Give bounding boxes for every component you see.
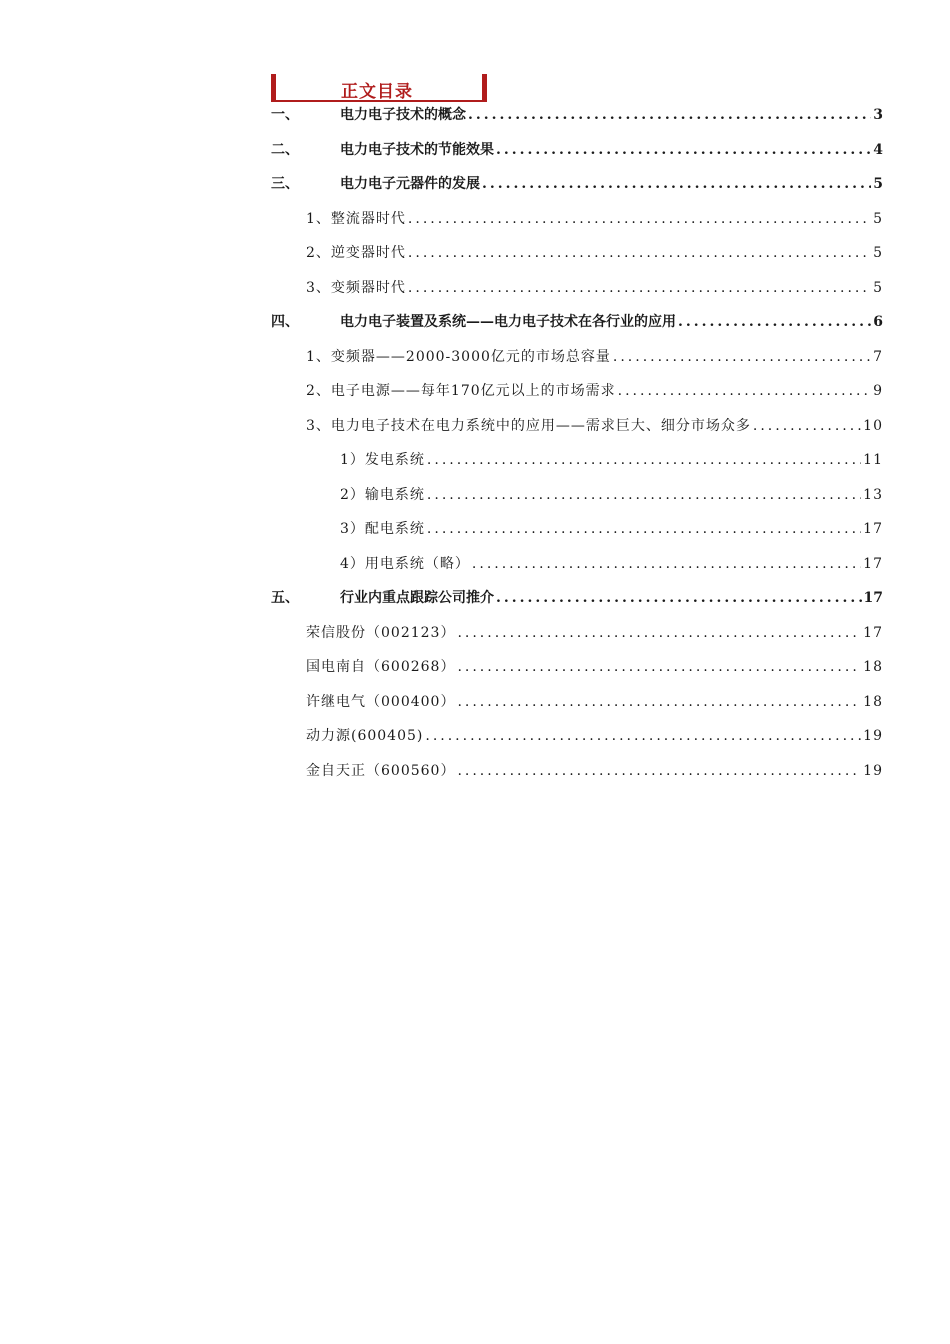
toc-entry-text: 许继电气（000400） bbox=[306, 693, 456, 710]
toc-heading bbox=[271, 74, 487, 102]
dot-leader bbox=[427, 518, 861, 540]
toc-entry[interactable] bbox=[271, 311, 883, 346]
toc-entry-number: 三、 bbox=[271, 176, 299, 192]
toc-entry-text: 1、变频器——2000-3000亿元的市场总容量 bbox=[306, 348, 611, 365]
dot-leader bbox=[678, 311, 871, 333]
dot-leader bbox=[408, 277, 871, 299]
dot-leader bbox=[468, 104, 871, 126]
toc-entry-page: 17 bbox=[863, 624, 883, 641]
toc-entry-text: 1）发电系统 bbox=[340, 452, 425, 468]
toc-entry[interactable] bbox=[271, 346, 883, 381]
toc-entry[interactable] bbox=[271, 553, 883, 588]
toc-entry-number: 二、 bbox=[271, 141, 299, 158]
toc-entry[interactable] bbox=[271, 518, 883, 553]
toc-entry[interactable] bbox=[271, 449, 883, 484]
toc-entry-text: 2）输电系统 bbox=[340, 486, 425, 503]
toc-entry[interactable] bbox=[271, 622, 883, 657]
table-of-contents bbox=[271, 104, 883, 794]
dot-leader bbox=[457, 760, 861, 782]
toc-entry-text: 电力电子元器件的发展 bbox=[340, 176, 480, 192]
toc-entry-page: 5 bbox=[873, 210, 883, 227]
toc-entry-page: 17 bbox=[863, 590, 883, 606]
heading-left-bar bbox=[271, 74, 276, 102]
toc-entry-text: 金自天正（600560） bbox=[306, 762, 456, 779]
toc-entry-text: 动力源(600405) bbox=[306, 728, 424, 744]
toc-entry-page: 5 bbox=[873, 279, 883, 296]
toc-entry[interactable] bbox=[271, 656, 883, 691]
toc-entry-page: 5 bbox=[873, 176, 883, 192]
toc-entry-page: 18 bbox=[863, 659, 883, 675]
toc-entry[interactable] bbox=[271, 691, 883, 726]
dot-leader bbox=[618, 380, 871, 402]
toc-entry-page: 19 bbox=[863, 728, 883, 744]
toc-entry-text: 3、变频器时代 bbox=[306, 279, 406, 296]
toc-entry-page: 11 bbox=[863, 452, 883, 468]
toc-entry-text: 2、逆变器时代 bbox=[306, 245, 406, 261]
dot-leader bbox=[496, 139, 871, 161]
toc-entry-text: 荣信股份（002123） bbox=[306, 624, 456, 641]
heading-right-bar bbox=[482, 74, 487, 102]
dot-leader bbox=[408, 208, 871, 230]
toc-entry-text: 国电南自（600268） bbox=[306, 659, 456, 675]
dot-leader bbox=[427, 449, 861, 471]
toc-entry-page: 13 bbox=[863, 486, 883, 503]
toc-entry[interactable] bbox=[271, 380, 883, 415]
toc-entry-text: 电力电子技术的节能效果 bbox=[340, 141, 494, 158]
toc-entry-number: 一、 bbox=[271, 107, 299, 123]
toc-entry[interactable] bbox=[271, 415, 883, 450]
toc-entry-text: 行业内重点跟踪公司推介 bbox=[340, 590, 494, 606]
toc-entry-page: 19 bbox=[863, 762, 883, 779]
dot-leader bbox=[457, 622, 861, 644]
toc-entry[interactable] bbox=[271, 725, 883, 760]
dot-leader bbox=[457, 656, 861, 678]
toc-entry[interactable] bbox=[271, 139, 883, 174]
toc-entry-page: 9 bbox=[873, 383, 883, 399]
toc-entry-page: 7 bbox=[873, 348, 883, 365]
toc-entry-number: 五、 bbox=[271, 590, 299, 606]
toc-entry-page: 3 bbox=[873, 107, 883, 123]
toc-entry-text: 2、电子电源——每年170亿元以上的市场需求 bbox=[306, 383, 616, 399]
dot-leader bbox=[753, 415, 861, 437]
toc-entry-page: 4 bbox=[873, 141, 883, 158]
toc-entry-number: 四、 bbox=[271, 314, 299, 330]
toc-entry[interactable] bbox=[271, 173, 883, 208]
toc-entry[interactable] bbox=[271, 484, 883, 519]
toc-entry-page: 17 bbox=[863, 521, 883, 537]
dot-leader bbox=[613, 346, 871, 368]
dot-leader bbox=[457, 691, 861, 713]
toc-entry-text: 4）用电系统（略） bbox=[340, 555, 470, 572]
toc-entry-page: 17 bbox=[863, 555, 883, 572]
toc-entry-page: 10 bbox=[863, 417, 883, 434]
dot-leader bbox=[425, 725, 861, 747]
toc-entry-text: 电力电子技术的概念 bbox=[340, 107, 466, 123]
dot-leader bbox=[496, 587, 862, 609]
dot-leader bbox=[427, 484, 861, 506]
toc-title: 正文目录 bbox=[341, 82, 413, 102]
toc-entry-text: 3、电力电子技术在电力系统中的应用——需求巨大、细分市场众多 bbox=[306, 417, 751, 434]
dot-leader bbox=[408, 242, 871, 264]
dot-leader bbox=[472, 553, 861, 575]
toc-entry[interactable] bbox=[271, 277, 883, 312]
toc-entry-page: 18 bbox=[863, 693, 883, 710]
toc-entry-page: 5 bbox=[873, 245, 883, 261]
toc-entry[interactable] bbox=[271, 587, 883, 622]
dot-leader bbox=[482, 173, 871, 195]
toc-entry-text: 电力电子装置及系统——电力电子技术在各行业的应用 bbox=[340, 314, 676, 330]
toc-entry-text: 3）配电系统 bbox=[340, 521, 425, 537]
toc-entry[interactable] bbox=[271, 242, 883, 277]
toc-entry-page: 6 bbox=[873, 314, 883, 330]
toc-entry[interactable] bbox=[271, 104, 883, 139]
toc-entry-text: 1、整流器时代 bbox=[306, 210, 406, 227]
toc-entry[interactable] bbox=[271, 760, 883, 795]
toc-entry[interactable] bbox=[271, 208, 883, 243]
